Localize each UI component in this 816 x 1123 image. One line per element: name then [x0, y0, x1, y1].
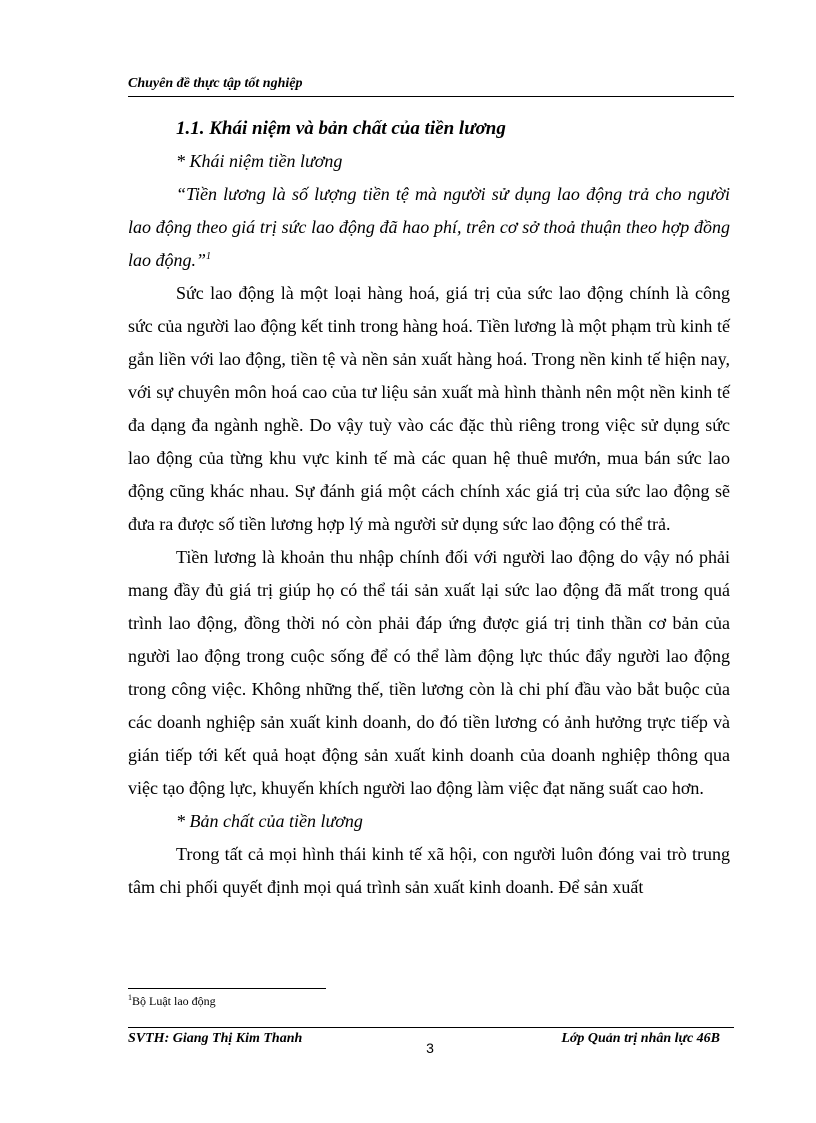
section-heading: 1.1. Khái niệm và bản chất của tiền lương: [176, 118, 506, 139]
footnote-divider: [128, 988, 326, 989]
page-header-title: Chuyên đề thực tập tốt nghiệp: [128, 76, 303, 91]
header-divider: [128, 96, 734, 97]
footer-author: SVTH: Giang Thị Kim Thanh: [128, 1031, 303, 1046]
footer-class: Lớp Quản trị nhân lực 46B: [561, 1031, 720, 1046]
definition-quote: [128, 178, 730, 277]
subheading-definition: * Khái niệm tiền lương: [176, 151, 343, 171]
subheading-nature: * Bản chất của tiền lương: [176, 811, 363, 831]
document-body: [128, 112, 730, 904]
paragraph-1: Sức lao động là một loại hàng hoá, giá trị của sức lao động chính là công sức của người lao động kết tinh trong hàng hoá. Tiền lương là một phạm trù kinh tế gắn liền với lao động, tiền tệ và nền sản xuất hàng hoá. Trong nền kinh tế hiện nay, với sự chuyên môn hoá cao của tư liệu sản xuất mà hình thành nên một nền kinh tế đa dạng đa ngành nghề. Do vậy tuỳ vào các đặc thù riêng trong việc sử dụng sức lao động của từng khu vực kinh tế mà các quan hệ thuê mướn, mua bán sức lao động cũng khác nhau. Sự đánh giá một cách chính xác giá trị của sức lao động sẽ đưa ra được số tiền lương hợp lý mà người sử dụng sức lao động có thể trả.: [128, 283, 730, 534]
footer-divider: [128, 1027, 734, 1028]
page-number: 3: [426, 1040, 434, 1056]
paragraph-3: Trong tất cả mọi hình thái kinh tế xã hội, con người luôn đóng vai trò trung tâm chi phối quyết định mọi quá trình sản xuất kinh doanh. Để sản xuất: [128, 844, 730, 897]
footnote-reference: 1: [206, 251, 212, 262]
footnote: [128, 994, 216, 1009]
footnote-text: Bộ Luật lao động: [132, 994, 216, 1008]
paragraph-2: Tiền lương là khoản thu nhập chính đối với người lao động do vậy nó phải mang đầy đủ giá trị giúp họ có thể tái sản xuất lại sức lao động đã mất trong quá trình lao động, đồng thời nó còn phải đáp ứng được giá trị tinh thần cơ bản của người lao động trong cuộc sống để có thể làm động lực thúc đẩy người lao động trong công việc. Không những thế, tiền lương còn là chi phí đầu vào bắt buộc của các doanh nghiệp sản xuất kinh doanh, do đó tiền lương có ảnh hưởng trực tiếp và gián tiếp tới kết quả hoạt động sản xuất kinh doanh của doanh nghiệp thông qua việc tạo động lực, khuyến khích người lao động làm việc đạt năng suất cao hơn.: [128, 547, 730, 798]
footnote-number: 1: [128, 993, 132, 1002]
definition-quote-text: “Tiền lương là số lượng tiền tệ mà người sử dụng lao động trả cho người lao động theo giá trị sức lao động đã hao phí, trên cơ sở thoả thuận theo hợp đồng lao động.”: [128, 184, 730, 270]
